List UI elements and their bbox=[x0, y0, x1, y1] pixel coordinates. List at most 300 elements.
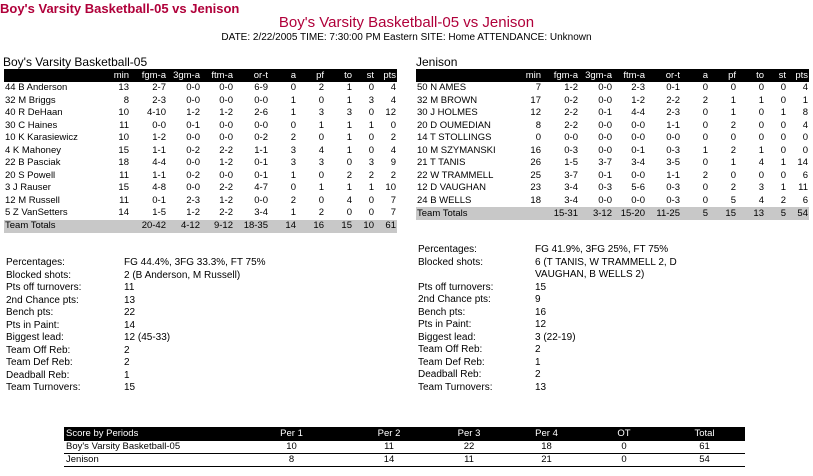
stat-line bbox=[418, 307, 813, 320]
totals-cell: 15-31 bbox=[542, 207, 579, 220]
period-score: 14 bbox=[349, 454, 429, 467]
report-title: Boy's Varsity Basketball-05 vs Jenison bbox=[0, 1, 240, 16]
stat-cell-fgm-a: 0-0 bbox=[564, 132, 578, 144]
stat-value: 14 bbox=[124, 319, 136, 331]
stat-cell-ftm-a: 5-6 bbox=[631, 182, 645, 194]
stat-cell-pts: 8 bbox=[802, 107, 808, 119]
stat-cell-3gm-a: 0-1 bbox=[598, 169, 612, 181]
stat-cell-min: 10 bbox=[118, 132, 129, 144]
period-score: 0 bbox=[584, 441, 664, 454]
periods-header-row bbox=[64, 427, 745, 441]
periods-title: Score by Periods bbox=[64, 427, 234, 441]
stat-cell-a: 2 bbox=[702, 94, 708, 106]
stat-cell-min: 11 bbox=[119, 119, 129, 131]
stat-cell-min: 18 bbox=[118, 157, 129, 169]
stat-value: 13 bbox=[535, 381, 547, 393]
stat-cell-or-t: 2-2 bbox=[666, 94, 680, 106]
totals-cell: 18-35 bbox=[234, 220, 269, 233]
stat-value: 2 bbox=[535, 369, 541, 380]
stat-cell-or-t: 2-6 bbox=[254, 107, 268, 119]
stat-cell-a: 3 bbox=[290, 157, 296, 169]
stat-cell-pts: 14 bbox=[797, 157, 808, 169]
stat-cell-min: 11 bbox=[119, 194, 129, 206]
period-header: Per 4 bbox=[509, 427, 584, 441]
stat-cell-a: 0 bbox=[702, 107, 708, 119]
stat-cell-st: 3 bbox=[368, 94, 374, 106]
player-name: 22 W TRAMMELL bbox=[417, 169, 494, 181]
stat-cell-to: 4 bbox=[758, 194, 764, 206]
totals-cell: 54 bbox=[787, 207, 809, 220]
stat-cell-st: 0 bbox=[780, 119, 786, 131]
stat-cell-pf: 1 bbox=[730, 157, 736, 169]
stat-cell-a: 2 bbox=[290, 132, 296, 144]
column-header-row bbox=[4, 69, 397, 82]
stat-line bbox=[6, 307, 406, 320]
stat-value: 13 bbox=[124, 294, 136, 306]
stat-cell-pts: 4 bbox=[390, 82, 396, 94]
stat-value: 1 bbox=[124, 369, 130, 381]
stat-cell-pf: 1 bbox=[318, 119, 324, 131]
stat-cell-3gm-a: 0-0 bbox=[598, 82, 612, 94]
player-row bbox=[4, 145, 397, 158]
column-header-to: to bbox=[737, 69, 765, 82]
stat-label: Biggest lead: bbox=[6, 332, 64, 343]
stat-cell-3gm-a: 0-0 bbox=[598, 94, 612, 106]
stat-cell-st: 0 bbox=[368, 132, 374, 144]
stat-cell-to: 1 bbox=[346, 94, 352, 106]
totals-cell: 9-12 bbox=[201, 220, 234, 233]
player-name: 12 D VAUGHAN bbox=[417, 182, 486, 194]
column-header-pf: pf bbox=[297, 69, 325, 82]
stat-cell-fgm-a: 2-7 bbox=[152, 82, 166, 94]
player-name: 4 K Mahoney bbox=[5, 144, 61, 156]
stat-cell-st: 0 bbox=[368, 144, 374, 156]
totals-cell: 3-12 bbox=[579, 207, 613, 220]
stat-cell-pts: 6 bbox=[802, 169, 808, 181]
column-header-ftm-a: ftm-a bbox=[201, 69, 234, 82]
period-score: 54 bbox=[664, 454, 745, 467]
player-row bbox=[4, 82, 397, 95]
player-row bbox=[416, 157, 809, 170]
stat-line bbox=[6, 357, 406, 370]
stat-cell-min: 17 bbox=[530, 94, 541, 106]
stat-label: Blocked shots: bbox=[6, 269, 72, 281]
period-score-row bbox=[64, 441, 745, 454]
away-box-score-table bbox=[416, 69, 809, 220]
stat-cell-st: 1 bbox=[368, 182, 374, 194]
totals-label: Team Totals bbox=[416, 207, 518, 220]
stat-cell-or-t: 0-1 bbox=[666, 82, 680, 94]
stat-cell-to: 4 bbox=[346, 194, 352, 206]
totals-cell: 16 bbox=[297, 220, 325, 233]
player-row bbox=[4, 107, 397, 120]
stat-label: Team Def Reb: bbox=[6, 357, 73, 368]
player-row bbox=[4, 95, 397, 108]
stat-cell-pts: 4 bbox=[390, 144, 396, 156]
stat-cell-fgm-a: 4-4 bbox=[152, 157, 166, 169]
stat-cell-fgm-a: 1-1 bbox=[152, 169, 166, 181]
stat-cell-pts: 4 bbox=[802, 82, 808, 94]
stat-label: Team Off Reb: bbox=[6, 344, 71, 356]
player-row bbox=[4, 132, 397, 145]
totals-cell bbox=[518, 207, 542, 220]
stat-cell-pf: 2 bbox=[318, 82, 324, 94]
stat-cell-pf: 2 bbox=[730, 144, 736, 156]
stat-cell-to: 0 bbox=[346, 157, 352, 169]
stat-cell-min: 14 bbox=[118, 207, 129, 219]
player-name: 50 N AMES bbox=[417, 82, 467, 94]
stat-cell-3gm-a: 0-0 bbox=[598, 144, 612, 156]
totals-cell: 4-12 bbox=[167, 220, 201, 233]
stat-cell-a: 1 bbox=[702, 144, 708, 156]
player-name: 3 J Rauser bbox=[5, 182, 51, 194]
stat-value: 1 bbox=[535, 356, 541, 368]
stat-cell-pf: 2 bbox=[730, 119, 736, 131]
stat-cell-pf: 2 bbox=[730, 182, 736, 194]
stat-line bbox=[6, 282, 406, 295]
player-name: 12 M Russell bbox=[5, 194, 60, 206]
stat-value: 2 bbox=[535, 344, 541, 355]
period-score: 22 bbox=[429, 441, 509, 454]
stat-cell-ftm-a: 0-0 bbox=[219, 82, 233, 94]
player-name: 14 T STOLLINGS bbox=[417, 132, 492, 144]
stat-line bbox=[6, 320, 406, 333]
stat-cell-pf: 0 bbox=[318, 194, 324, 206]
period-score: 10 bbox=[234, 441, 349, 454]
totals-cell: 5 bbox=[681, 207, 709, 220]
stat-cell-3gm-a: 0-1 bbox=[598, 107, 612, 119]
stat-label: Deadball Reb: bbox=[6, 369, 70, 381]
player-name: 30 C Haines bbox=[5, 119, 58, 131]
stat-cell-3gm-a: 0-0 bbox=[186, 182, 200, 194]
stat-cell-or-t: 0-1 bbox=[254, 169, 268, 181]
stat-cell-st: 2 bbox=[368, 169, 374, 181]
stat-cell-st: 1 bbox=[780, 182, 786, 194]
totals-cell: 10 bbox=[353, 220, 375, 233]
stat-cell-3gm-a: 0-0 bbox=[186, 157, 200, 169]
stat-cell-st: 3 bbox=[368, 157, 374, 169]
stat-cell-pts: 12 bbox=[385, 107, 396, 119]
period-score: 0 bbox=[584, 454, 664, 467]
stat-cell-ftm-a: 0-1 bbox=[631, 144, 645, 156]
column-header-a: a bbox=[681, 69, 709, 82]
stat-cell-pf: 4 bbox=[318, 144, 324, 156]
stat-cell-fgm-a: 3-7 bbox=[564, 169, 578, 181]
stat-cell-to: 1 bbox=[346, 144, 352, 156]
stat-cell-st: 1 bbox=[780, 157, 786, 169]
stat-cell-3gm-a: 0-0 bbox=[186, 132, 200, 144]
stat-cell-min: 26 bbox=[530, 157, 541, 169]
stat-cell-3gm-a: 0-0 bbox=[598, 119, 612, 131]
period-header: Per 3 bbox=[429, 427, 509, 441]
stat-cell-to: 0 bbox=[758, 119, 764, 131]
stat-cell-or-t: 0-3 bbox=[666, 144, 680, 156]
stat-cell-to: 1 bbox=[346, 182, 352, 194]
stat-cell-st: 0 bbox=[780, 94, 786, 106]
player-name: 32 M BROWN bbox=[417, 94, 478, 106]
stat-line bbox=[418, 257, 813, 270]
stat-cell-pf: 1 bbox=[730, 107, 736, 119]
stat-cell-min: 11 bbox=[119, 169, 129, 181]
stat-cell-min: 7 bbox=[535, 82, 541, 94]
stat-cell-st: 0 bbox=[780, 144, 786, 156]
stat-cell-fgm-a: 4-8 bbox=[152, 182, 166, 194]
stat-cell-a: 0 bbox=[702, 82, 708, 94]
stat-cell-ftm-a: 0-0 bbox=[219, 119, 233, 131]
stat-cell-ftm-a: 0-0 bbox=[631, 194, 645, 206]
stat-cell-min: 13 bbox=[118, 82, 129, 94]
stat-value: FG 41.9%, 3FG 25%, FT 75% bbox=[535, 244, 669, 255]
stat-label: Team Turnovers: bbox=[418, 381, 493, 393]
player-row bbox=[416, 120, 809, 133]
team-totals-row bbox=[4, 220, 397, 233]
stat-cell-pf: 2 bbox=[318, 207, 324, 219]
stat-cell-pts: 4 bbox=[802, 119, 808, 131]
stat-cell-fgm-a: 2-3 bbox=[152, 94, 166, 106]
stat-cell-to: 2 bbox=[346, 169, 352, 181]
stat-value: 12 bbox=[535, 319, 547, 330]
column-header-min: min bbox=[518, 69, 542, 82]
player-row bbox=[416, 182, 809, 195]
stat-label: 2nd Chance pts: bbox=[418, 294, 491, 305]
stat-label: Percentages: bbox=[418, 244, 477, 255]
player-row bbox=[4, 195, 397, 208]
stat-cell-min: 23 bbox=[530, 182, 541, 194]
stat-cell-pts: 11 bbox=[798, 182, 808, 194]
stat-cell-to: 1 bbox=[346, 132, 352, 144]
column-header-pts: pts bbox=[375, 69, 397, 82]
period-score-row bbox=[64, 454, 745, 467]
totals-cell: 11-25 bbox=[646, 207, 681, 220]
stat-cell-or-t: 0-0 bbox=[254, 94, 268, 106]
period-team-name: Jenison bbox=[64, 454, 234, 467]
stat-cell-ftm-a: 2-2 bbox=[219, 182, 233, 194]
stat-cell-to: 0 bbox=[758, 132, 764, 144]
stat-cell-a: 2 bbox=[290, 194, 296, 206]
stat-cell-or-t: 4-7 bbox=[254, 182, 268, 194]
stat-cell-min: 10 bbox=[118, 107, 129, 119]
stat-cell-or-t: 0-1 bbox=[254, 157, 268, 169]
stat-line bbox=[418, 269, 813, 282]
stat-cell-3gm-a: 3-7 bbox=[598, 157, 612, 169]
player-row bbox=[4, 157, 397, 170]
stat-cell-fgm-a: 1-5 bbox=[152, 207, 166, 219]
stat-cell-or-t: 0-0 bbox=[254, 119, 268, 131]
stat-cell-3gm-a: 0-3 bbox=[598, 182, 612, 194]
player-row bbox=[416, 145, 809, 158]
matchup-heading: Boy's Varsity Basketball-05 vs Jenison bbox=[278, 14, 535, 31]
stat-cell-min: 8 bbox=[123, 94, 129, 106]
stat-cell-to: 1 bbox=[346, 119, 352, 131]
stat-cell-to: 3 bbox=[346, 107, 352, 119]
stat-cell-3gm-a: 0-2 bbox=[186, 169, 200, 181]
stat-cell-to: 3 bbox=[758, 182, 764, 194]
stat-cell-min: 18 bbox=[530, 194, 541, 206]
totals-cell: 15-20 bbox=[613, 207, 646, 220]
stat-cell-min: 8 bbox=[535, 119, 541, 131]
game-info-line: DATE: 2/22/2005 TIME: 7:30:00 PM Eastern SITE: Home ATTENDANCE: Unknown bbox=[221, 32, 592, 43]
stat-cell-a: 0 bbox=[702, 119, 708, 131]
stat-cell-fgm-a: 0-1 bbox=[152, 194, 166, 206]
stat-cell-st: 0 bbox=[780, 82, 786, 94]
stat-cell-to: 0 bbox=[758, 82, 764, 94]
stat-value: 12 (45-33) bbox=[124, 332, 171, 343]
player-row bbox=[416, 107, 809, 120]
totals-cell bbox=[106, 220, 130, 233]
column-header-st: st bbox=[353, 69, 375, 82]
stat-cell-pf: 1 bbox=[730, 94, 736, 106]
stat-cell-fgm-a: 1-5 bbox=[564, 157, 578, 169]
stat-label: Team Turnovers: bbox=[6, 382, 81, 393]
stat-cell-pf: 0 bbox=[318, 132, 324, 144]
stat-label: Bench pts: bbox=[418, 306, 466, 318]
home-box-score-table bbox=[4, 69, 397, 233]
stat-cell-fgm-a: 1-1 bbox=[152, 144, 166, 156]
away-team-stats bbox=[418, 244, 813, 394]
stat-cell-3gm-a: 0-0 bbox=[186, 94, 200, 106]
stat-line bbox=[418, 344, 813, 357]
stat-cell-ftm-a: 0-0 bbox=[631, 169, 645, 181]
player-name: 20 S Powell bbox=[5, 169, 56, 181]
player-name: 24 B WELLS bbox=[417, 194, 472, 206]
stat-cell-3gm-a: 0-2 bbox=[186, 144, 200, 156]
team-totals-row bbox=[416, 207, 809, 220]
column-header-pf: pf bbox=[709, 69, 737, 82]
column-header-or-t: or-t bbox=[646, 69, 681, 82]
stat-value: 15 bbox=[124, 382, 136, 393]
stat-cell-pts: 1 bbox=[802, 94, 808, 106]
totals-cell: 5 bbox=[765, 207, 787, 220]
stat-cell-ftm-a: 0-0 bbox=[219, 132, 233, 144]
column-header-row bbox=[416, 69, 809, 82]
player-row bbox=[416, 95, 809, 108]
stat-cell-or-t: 0-3 bbox=[666, 194, 680, 206]
stat-line bbox=[418, 294, 813, 307]
stat-cell-ftm-a: 0-0 bbox=[219, 94, 233, 106]
stat-cell-to: 1 bbox=[346, 82, 352, 94]
stat-label: Team Def Reb: bbox=[418, 356, 485, 368]
player-column-header bbox=[4, 69, 106, 82]
column-header-st: st bbox=[765, 69, 787, 82]
stat-cell-min: 15 bbox=[118, 182, 129, 194]
stat-cell-ftm-a: 2-2 bbox=[219, 207, 233, 219]
stat-line bbox=[418, 282, 813, 295]
stat-cell-or-t: 1-1 bbox=[666, 169, 680, 181]
stat-value: 6 (T TANIS, W TRAMMELL 2, D bbox=[535, 256, 677, 268]
stat-cell-or-t: 6-9 bbox=[254, 82, 268, 94]
period-team-name: Boy's Varsity Basketball-05 bbox=[64, 441, 234, 454]
stat-cell-fgm-a: 3-4 bbox=[564, 194, 578, 206]
stat-cell-ftm-a: 0-0 bbox=[631, 132, 645, 144]
period-header: Per 2 bbox=[349, 427, 429, 441]
stat-cell-min: 12 bbox=[530, 107, 541, 119]
stat-label: Biggest lead: bbox=[418, 331, 476, 343]
stat-label: Pts off turnovers: bbox=[418, 281, 494, 293]
totals-cell: 15 bbox=[709, 207, 737, 220]
home-team-stats bbox=[6, 257, 406, 395]
stat-cell-pts: 7 bbox=[390, 194, 396, 206]
player-name: 32 M Briggs bbox=[5, 94, 56, 106]
stat-cell-or-t: 0-2 bbox=[254, 132, 268, 144]
stat-cell-3gm-a: 2-3 bbox=[186, 194, 200, 206]
stat-cell-to: 0 bbox=[346, 207, 352, 219]
stat-value: 2 bbox=[124, 357, 130, 368]
stat-value: FG 44.4%, 3FG 33.3%, FT 75% bbox=[124, 257, 266, 268]
stat-cell-fgm-a: 3-4 bbox=[564, 182, 578, 194]
stat-line bbox=[418, 369, 813, 382]
player-name: 22 B Pasciak bbox=[5, 157, 61, 169]
period-score: 11 bbox=[429, 454, 509, 467]
player-name: 10 M SZYMANSKI bbox=[417, 144, 496, 156]
stat-cell-or-t: 3-4 bbox=[254, 207, 268, 219]
stat-cell-a: 1 bbox=[290, 207, 296, 219]
stat-cell-to: 0 bbox=[758, 169, 764, 181]
column-header-ftm-a: ftm-a bbox=[613, 69, 646, 82]
stat-cell-pts: 6 bbox=[802, 194, 808, 206]
stat-cell-a: 0 bbox=[702, 157, 708, 169]
stat-value: 15 bbox=[535, 281, 547, 293]
player-name: 20 D OUMEDIAN bbox=[417, 119, 491, 131]
totals-cell: 14 bbox=[269, 220, 297, 233]
period-score: 11 bbox=[349, 441, 429, 454]
stat-cell-or-t: 0-3 bbox=[666, 182, 680, 194]
stat-cell-ftm-a: 4-4 bbox=[631, 107, 645, 119]
player-row bbox=[416, 195, 809, 208]
stat-cell-st: 2 bbox=[780, 194, 786, 206]
stat-cell-pf: 0 bbox=[730, 82, 736, 94]
column-header-pts: pts bbox=[787, 69, 809, 82]
stat-cell-min: 15 bbox=[118, 144, 129, 156]
stat-cell-a: 1 bbox=[290, 94, 296, 106]
stat-cell-3gm-a: 1-2 bbox=[186, 207, 200, 219]
stat-value: 2 (B Anderson, M Russell) bbox=[124, 269, 241, 281]
stat-cell-pts: 9 bbox=[390, 157, 396, 169]
period-header: OT bbox=[584, 427, 664, 441]
player-name: 44 B Anderson bbox=[5, 82, 68, 94]
stat-cell-or-t: 3-5 bbox=[666, 157, 680, 169]
stat-cell-st: 0 bbox=[368, 107, 374, 119]
player-name: 10 K Karasiewicz bbox=[5, 132, 78, 144]
stat-value: 3 (22-19) bbox=[535, 331, 576, 343]
stat-cell-3gm-a: 0-0 bbox=[186, 82, 200, 94]
stat-cell-pts: 10 bbox=[385, 182, 396, 194]
player-row bbox=[416, 82, 809, 95]
stat-cell-a: 3 bbox=[290, 144, 296, 156]
stat-cell-or-t: 2-3 bbox=[666, 107, 680, 119]
stat-cell-fgm-a: 2-2 bbox=[564, 119, 578, 131]
stat-label: Pts in Paint: bbox=[6, 319, 60, 331]
stat-cell-st: 0 bbox=[368, 207, 374, 219]
stat-cell-pf: 1 bbox=[318, 182, 324, 194]
column-header-fgm-a: fgm-a bbox=[130, 69, 167, 82]
stat-cell-pts: 2 bbox=[390, 169, 396, 181]
stat-cell-pts: 0 bbox=[390, 119, 396, 131]
player-column-header bbox=[416, 69, 518, 82]
player-row bbox=[4, 207, 397, 220]
stat-cell-st: 0 bbox=[368, 82, 374, 94]
stat-line bbox=[6, 270, 406, 283]
stat-cell-a: 2 bbox=[702, 169, 708, 181]
period-header: Per 1 bbox=[234, 427, 349, 441]
stat-label: Bench pts: bbox=[6, 307, 54, 318]
stat-cell-pf: 3 bbox=[318, 107, 324, 119]
stat-line bbox=[6, 382, 406, 395]
player-name: 21 T TANIS bbox=[417, 157, 466, 169]
stat-cell-ftm-a: 2-3 bbox=[631, 82, 645, 94]
stat-cell-pts: 7 bbox=[390, 207, 396, 219]
stat-cell-pts: 0 bbox=[802, 144, 808, 156]
column-header-a: a bbox=[269, 69, 297, 82]
